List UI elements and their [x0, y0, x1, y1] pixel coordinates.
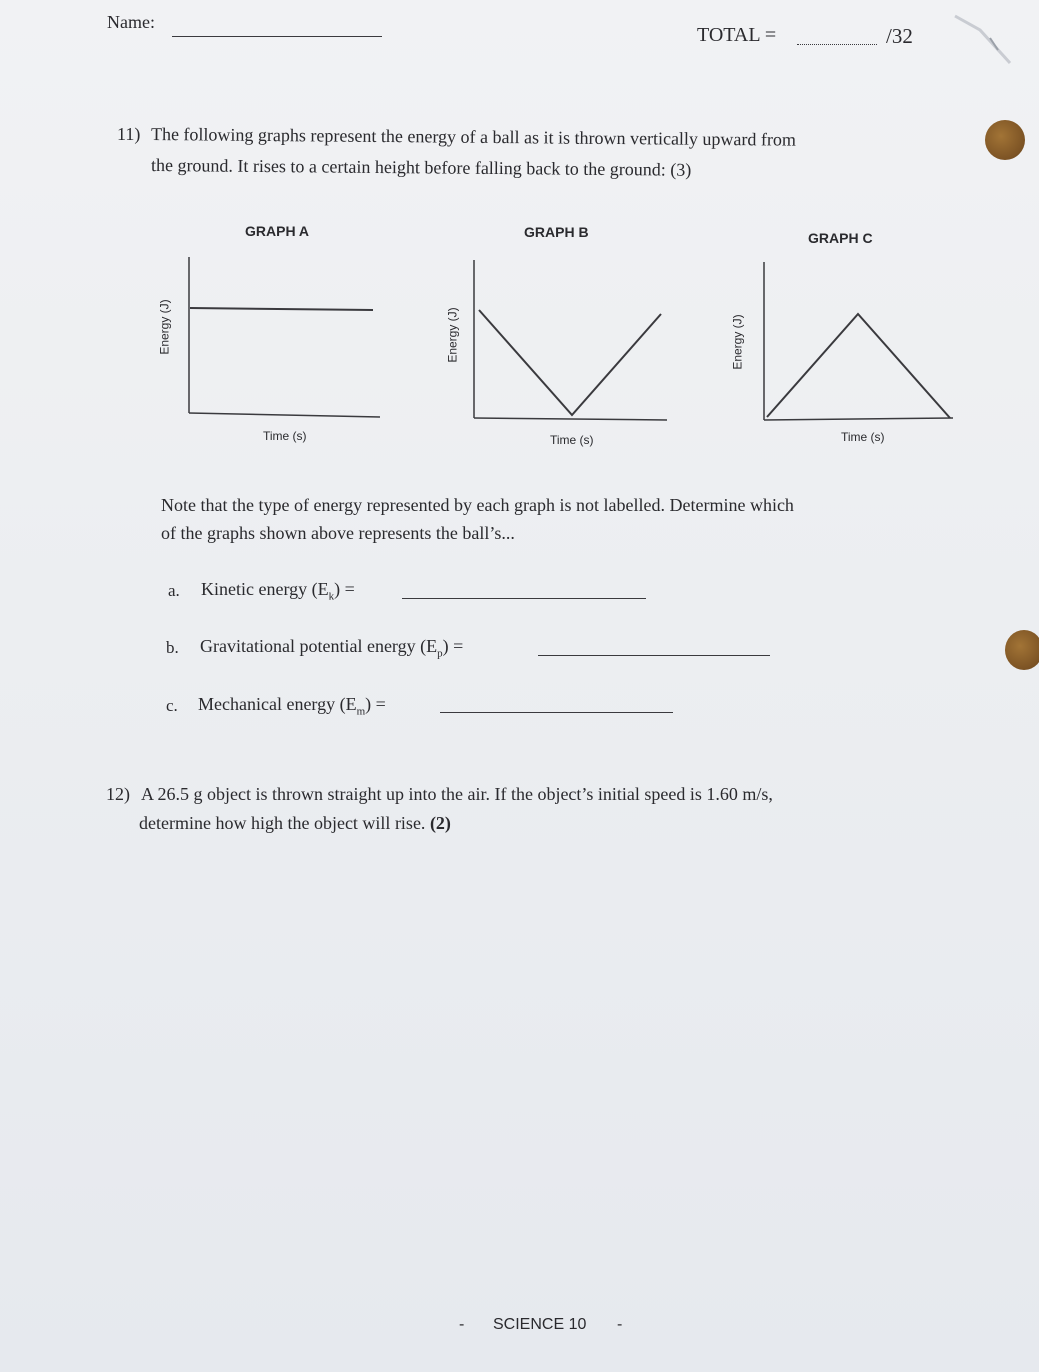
part-b-subscript: p	[437, 647, 443, 660]
graph-a-x-axis	[189, 413, 380, 417]
question-11-prompt-line1: The following graphs represent the energy of a ball as it is thrown vertically upward from	[150, 124, 797, 150]
graph-b-plot	[465, 258, 675, 428]
part-b-answer-field[interactable]	[538, 641, 770, 656]
question-12-number: 12)	[106, 784, 130, 804]
total-label: TOTAL =	[697, 24, 777, 46]
part-a-subscript: k	[328, 590, 335, 603]
graph-a-xlabel: Time (s)	[263, 429, 307, 443]
note-line2: of the graphs shown above represents the ball’s...	[161, 523, 515, 543]
graph-c-xlabel: Time (s)	[841, 430, 885, 444]
part-b-tail: ) =	[442, 636, 464, 656]
question-12-line2: determine how high the object will rise.	[139, 813, 426, 833]
part-c-letter: c.	[166, 696, 178, 715]
graph-c-ylabel: Energy (J)	[730, 314, 745, 370]
name-field[interactable]	[172, 20, 382, 37]
binder-hole-top	[985, 120, 1025, 160]
graph-a-ylabel: Energy (J)	[157, 299, 172, 355]
part-c-text: Mechanical energy (E	[198, 694, 357, 714]
part-c-tail: ) =	[365, 694, 386, 714]
footer-dash-left: -	[459, 1316, 465, 1333]
graph-a-energy-line	[190, 308, 373, 310]
graph-b-xlabel: Time (s)	[550, 433, 594, 447]
name-label: Name:	[107, 12, 155, 32]
graph-a-title: GRAPH A	[245, 223, 310, 239]
part-c-question	[198, 694, 386, 718]
part-a-tail: ) =	[334, 579, 355, 599]
total-max: /32	[886, 24, 913, 48]
question-11-prompt-line2: the ground. It rises to a certain height before falling back to the ground: (3)	[150, 155, 692, 180]
question-12-marks: (2)	[429, 813, 451, 833]
staple-mark	[950, 8, 1020, 68]
graph-c-title: GRAPH C	[808, 230, 873, 246]
total-score-field[interactable]	[797, 30, 877, 45]
question-12-answer-area[interactable]	[139, 850, 939, 1270]
footer-course: SCIENCE 10	[493, 1316, 587, 1333]
part-a-text: Kinetic energy (E	[201, 579, 329, 599]
graph-c-energy-line	[767, 314, 950, 418]
graph-b-energy-line	[479, 310, 661, 415]
part-c-answer-field[interactable]	[440, 698, 673, 713]
graph-b-x-axis	[474, 418, 667, 420]
part-a-answer-field[interactable]	[402, 584, 646, 599]
part-b-letter: b.	[166, 638, 179, 657]
part-a-letter: a.	[168, 581, 180, 600]
graph-b-ylabel: Energy (J)	[445, 307, 460, 363]
question-12-line1: A 26.5 g object is thrown straight up into the air. If the object’s initial speed is 1.60 m/s,	[141, 784, 773, 804]
graph-b-title: GRAPH B	[524, 224, 589, 240]
footer-dash-right: -	[617, 1316, 623, 1333]
part-b-text: Gravitational potential energy (E	[200, 636, 438, 656]
graph-c-x-axis	[764, 418, 953, 420]
part-a-question	[201, 579, 355, 603]
part-b-question	[200, 636, 463, 660]
binder-hole-middle	[1005, 630, 1039, 670]
question-11-number: 11)	[117, 124, 141, 144]
graph-c-plot	[755, 260, 960, 430]
note-line1: Note that the type of energy represented by each graph is not labelled. Determine which	[161, 495, 794, 515]
part-c-subscript: m	[356, 705, 366, 718]
question-12-line2-wrap	[139, 813, 451, 834]
graph-a-plot	[180, 255, 385, 420]
